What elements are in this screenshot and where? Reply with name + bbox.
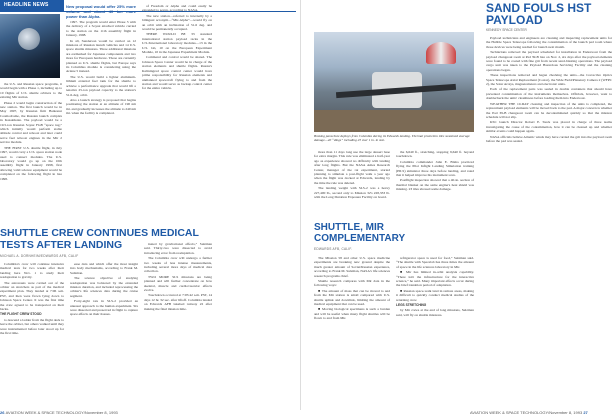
paragraph: [314, 289, 390, 307]
paragraph: WEATHER THE 10-DAY cleaning and inspection of the units is completed, the replacement payload elements will be moved back to the pad. A major concern is whether the Pad 39-B changeout room can be decontaminated quickly so that the mission schedule will not slip.: [486, 101, 612, 119]
left-column-1: [0, 82, 62, 182]
folio-left: [0, 410, 118, 415]
subhead: THE FLIGHT CREW STOOD: [0, 312, 42, 317]
bullet-text: The amount of mass that can be moved to and from the Mir station is small compared with U.S. shuttle uplink and downlink, limiting the amount of medical equipment that can be used.: [314, 288, 390, 307]
paragraph: 1997. The program would enter Phase 3 with the delivery of a Soyuz attached vehicle carried to the station on the 11th assembly flight in January, 1998.: [66, 20, 136, 38]
paragraph: THERE WOULD BE 33 standard international station payload racks in the U.S./International laboratory modules—13 in the U.S. lab, 10 on the European Experiment Module, 10 in the Japanese Experiment Module.: [142, 32, 212, 55]
moon-photo: [0, 14, 60, 78]
paragraph: The science objective of studying readaptation was bolstered by the extended mission duration, and included reprocessing the orbiter's life sciences data during the cruise segment.: [70, 276, 138, 298]
paragraph: Postflight inspection showed that a 40-in. section of thermal blanket on the same engine's heat shield was missing. 23 tiles showed some damage.: [396, 178, 474, 192]
paragraph: to descend a ladder from the flight deck to leave the orbiter, but others walked until they were instrumented before later stood up for the first time.: [0, 317, 64, 336]
paragraph: Technicians removed the payload scheduled for installation in Endeavour from the payload changeout room at Pad 39-B late on Nov. 2, six days after the payload elements were found to be coated with fine grit from recent sand-blasting operations. The payload cargo unit was taken to the Payload Hazardous Servicing Facility and the cleaning operations began.: [486, 50, 612, 72]
bullet: ■: [400, 288, 404, 293]
paragraph: TWO MORE SLS missions are being planned and will further concentrate on how skeletal, muscle and cardiovascular effects evolve.: [144, 274, 212, 293]
paragraph: [396, 289, 474, 302]
paragraph: Columbia commander John E. Blaha practiced flying the Pilot Infight Landing Simulation training (PILS) simulator three days before landing, and rated that it helped improve his instrument scan.: [396, 159, 474, 178]
publication-line: AVIATION WEEK & SPACE TECHNOLOGY/November 8, 1993: [5, 410, 118, 415]
subhead: LEGS STRETCHING: [396, 303, 427, 308]
paragraph: The astronauts were carried out of the orbiter on stretchers as part of the medical experiment plan. They landed at 7:06 a.m. PST, and then were flown lying down to Johnson Space Center. It was the first time the crew agreed to be transported on their backs.: [0, 280, 64, 312]
section-tag: HEADLINE NEWS: [0, 0, 64, 11]
bullet-text: Russian space-walk land in remote areas, making it difficult to quickly conduct medical studies of the returning crew.: [396, 288, 474, 302]
photo-caption: Braking parachute deploys from Columbia during its Edwards landing. Thermal protection tiles sustained average damage—40 “dings” including 23 over 1 in. in size.: [314, 134, 470, 143]
right-column-2: [396, 150, 474, 193]
sidebar-byline: KENNEDY SPACE CENTER: [486, 28, 527, 32]
story1-column-1: [0, 262, 64, 337]
parachute: [426, 42, 456, 64]
paragraph: Each of the replacement parts was sealed in double containers that should have prevented contamination of the instruments themselves. Officials, however, want to doublecheck the units' cleanliness before loading them into Endeavour.: [486, 87, 612, 101]
paragraph: These inspections removed and began checking the units—the Corrective Optics Space Telescope Axial Replacement (Costar), the Wide Field/Planetary Camera 2 (WFPC 2), the Solar Arrays, magnetometers and electronic units.: [486, 73, 612, 87]
paragraph: The landing weight with SLS-2 was a heavy 227,400 lb., second only to Mission 32's 228,333 lb. with the Long Duration Exposure Facility on board.: [314, 186, 390, 200]
paragraph: THE FIRST U.S. shuttle flight, in July 1997, would carry a U.S. space station node used to connect modules. The U.S. laboratory would go up on the 10th assembly flight in January 1998, first allowing valid science equipment would be completed on the following flight in late 1998.: [0, 145, 62, 181]
paragraph: Also a launch strategy is proposed that begins positioning the station at an altitude of 190 nm mi. and gradually increases the altitude to 240 nm mi. when the facility is completed.: [66, 97, 136, 116]
paragraph: Touchdown occurred at 7:05:42 a.m. PST, 14 days 12 hr. 32 sec. after liftoff. Columbia landed on Edwards AFB lakebed runway 22 after making the final mission time.: [144, 293, 212, 311]
sidebar-story: [482, 0, 614, 420]
moon-image: [18, 28, 40, 50]
runway: [314, 110, 474, 132]
paragraph: In all, Sunderson would be carried on 12 missions of Russian launch vehicles and 14 U.S. space shuttle missions. Three additional missions are earmarked for Japanese components and two more for European hardware. Those are currently planned as U.S. shuttle flights, but Europe says its Columbus module is considering using the Ariane 5 instead.: [66, 38, 136, 74]
columbia-landing-photo: [314, 32, 474, 132]
sidebar-body: [486, 36, 612, 144]
paragraph: The U.S. would build a lighter aluminum-lithium external fuel tank for the shuttle to achieve a performance upgrade that would lift a tenative 25-ton payload capacity to the station's 51.6-deg. orbit.: [66, 74, 136, 97]
paragraph: the 6,640 ft., stretching, stopping 9,640 ft. beyond touchdown.: [396, 150, 474, 159]
bullet: ■: [318, 307, 323, 312]
paragraph: of Freedom or Alpha and could easily be expanded to seven, according to NASA.: [142, 4, 212, 13]
byline: EDWARDS AFB, CALIF.: [314, 247, 353, 251]
bullet: ■: [400, 270, 407, 275]
paragraph: by Mir crews at the end of long missions, Sulzman said, will fly on shuttle missions.: [396, 308, 474, 317]
paragraph: Payload technicians and engineers are cleaning and inspecting replacement units for the Hubble Space Telescope following the contamination of the launch pad room where those devices were being readied for launch next month.: [486, 36, 612, 49]
headline-shuttle-crew: SHUTTLE CREW CONTINUES MEDICAL TESTS AFTER LANDING: [0, 227, 199, 251]
paragraph: ease data and which offer the most insight into body mechanisms, according to Frank M. Sulzman.: [70, 262, 138, 275]
bullet-text: Moving biological specimens is such a burden and will be useful when many flight shuttles will be flown to and from Mir.: [314, 307, 390, 321]
paragraph: KSC launch Director Robert E. Sieck was placed in charge of three teams investigating the cause of the contamination, how it can be cleaned up and whether similar events could happen again.: [486, 120, 612, 134]
paragraph: [314, 307, 390, 320]
paragraph: the U.S. and Russian space programs, it would begin with a Phase 1, including up to 10 flights of U.S. shuttle orbiters to the existing Mir station.: [0, 82, 62, 100]
publication-line: AVIATION WEEK & SPACE TECHNOLOGY/November 8, 1993: [470, 410, 583, 415]
bullet: ■: [318, 288, 322, 293]
gutter: [300, 0, 301, 410]
paragraph: Shuttle research compares with Mir data in the following ways:: [314, 279, 390, 288]
right-column-1: [314, 150, 390, 200]
story2-column-2: [396, 256, 474, 318]
folio-right: [470, 410, 588, 415]
story2-column-1: [314, 256, 390, 322]
paragraph: The new station—referred to internally by a bilingual acronym—“Mir-Alpha”—would fly on an orbit with an inclination of 51.6 deg. and would be permanently occupied.: [142, 13, 212, 32]
left-column-3: [142, 4, 212, 92]
paragraph: refrigerator space is used for food,” Sulzman said. “The shuttle with Spacelab has three times the amount of space in the life sciences laboratory in Mir.: [396, 256, 474, 269]
paragraph: [396, 270, 474, 288]
headline-shuttle-mir: SHUTTLE, MIR COMPLEMENTARY: [314, 222, 406, 244]
pull-quote: New proposal would offer 25% more volume and about 40 km more power than Alpha.: [66, 4, 136, 19]
paragraph: Phase 2 would begin construction of the new station. The first launch would be in May 1997, by Russian firm Baikonur Cosmodrome, the Russian launch complex in Kazakhstan. The payload would be a 19.5-ton Russian Soyuz FGB “space tug,” which initially would perform stable altitude control and reboost and later could serve fuel reboost engines in the Mir 2 service module.: [0, 100, 62, 145]
page-number: 26: [0, 410, 5, 415]
byline: MICHAEL A. DORNHEIM/EDWARDS AFB, CALIF: [0, 254, 79, 258]
story1-column-3: [144, 242, 212, 312]
story1-column-2: [70, 262, 138, 318]
paragraph: Columbia's crew will continue intensive medical tests for two weeks after their landing here Nov. 1 to study their readaptation to gravity.: [0, 262, 64, 280]
paragraph: Forty-eight rats in SLS-2 provided an unusual approach to the human experiment. Six were dissected and preserved in flight to capture space effects on their tissues.: [70, 299, 138, 317]
paragraph: NASA officials believe Atlantic winds may have carried the grit into the payload room before the pad was sealed.: [486, 134, 612, 143]
paragraph: The Columbia crew will undergo a further two weeks of less intense measurements, including several more days of medical data collection.: [144, 256, 212, 274]
paragraph: The Mission 58 and other U.S. space medicine experiments are breaking new ground despite the much greater amount of Soviet/Russian experience, according to Frank M. Sulzman, NASA's life sciences research programs chief.: [314, 256, 390, 278]
paragraph: Command and control would be shared. The Johnson Space Center would be in charge of the station elements and shuttle flights. Russia's Kaliningrad space control center would have prime responsibility for Russian elements and unmanned spacecraft flying to and from the station and would serve as backup control center for the entire vehicle.: [142, 55, 212, 91]
bullet-text: Mir has limited in-orbit analysis capability. “There isn't the infrastructure for the interactive science,” he said. Many important effects occur during the brief transition period of adaptation.: [396, 270, 474, 288]
paragraph: more than 11 days long use the large dessert base for extra margin. This rule was eliminated a half-year ago as experience showed no difficulty with landing after long flights. But the NASA Ames Research Center, manager of the rat experiment, started planning to simulate a post-flight walk a year ago when the flight was docked at Edwards, landing by the time the rule was deleted.: [314, 150, 390, 185]
sidebar-headline: SAND FOULS HST PAYLOAD: [486, 1, 592, 27]
paragraph: inated by gravitational effects,” Sulzman said. Thirty-two were dissected to avoid introducing error from readaptation.: [144, 242, 212, 255]
page-number: 27: [583, 410, 588, 415]
left-column-2: [66, 4, 136, 117]
